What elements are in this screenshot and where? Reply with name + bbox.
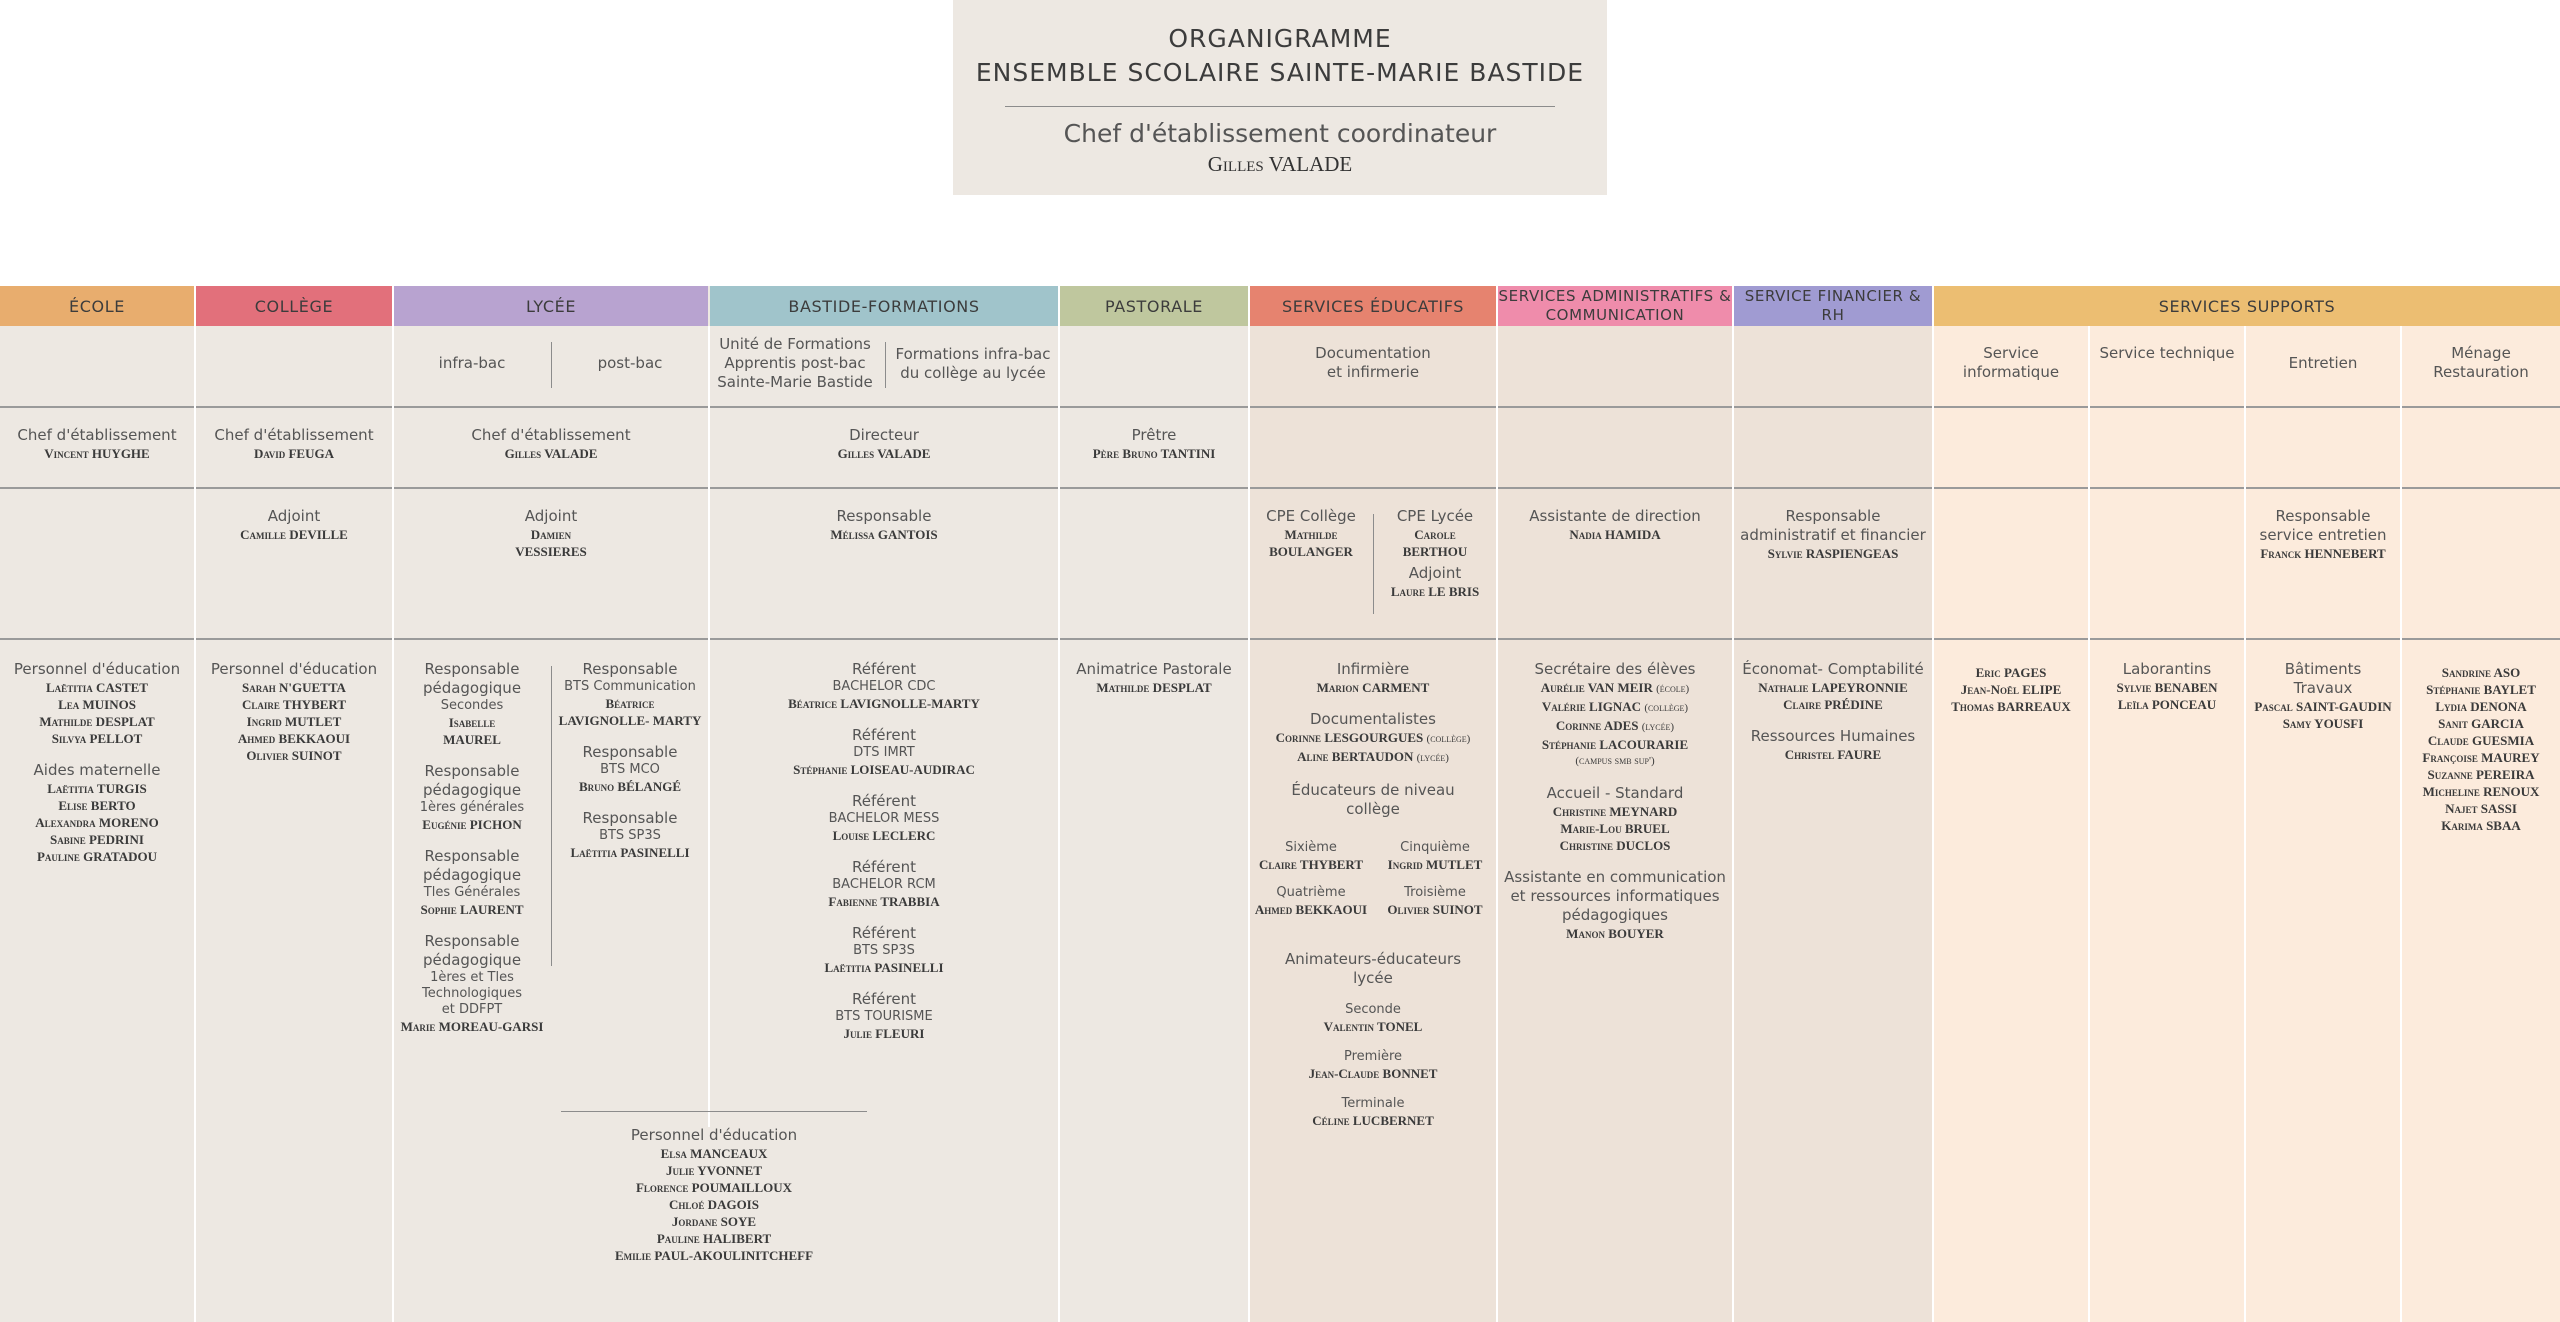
column-college <box>196 286 392 1322</box>
column-services-educatifs <box>1250 286 1496 1322</box>
row-divider <box>1934 638 2560 640</box>
admin-assistante-direction: Assistante de direction Nadia HAMIDA <box>1529 507 1701 542</box>
header-service-financier: SERVICE FINANCIER & RH <box>1734 286 1932 326</box>
educ-animateurs: Animateurs-éducateurs lycée Seconde Valentin TONEL Première Jean-Claude BONNET Terminale Céline LUCBERNET <box>1284 950 1462 1128</box>
pastorale-pretre: Prêtre Père Bruno TANTINI <box>1092 426 1216 461</box>
bastide-responsable: Responsable Mélissa GANTOIS <box>830 507 938 542</box>
educ-niveau-left: Sixième Claire THYBERT Quatrième Ahmed BEKKAOUI <box>1254 840 1368 917</box>
row-divider <box>1934 487 2560 489</box>
pastorale-animatrice: Animatrice Pastorale Mathilde DESPLAT <box>1076 660 1232 695</box>
support-informatique-staff: Eric PAGES Jean-Noël ELIPE Thomas BARREAUX <box>1951 665 2071 714</box>
row-divider <box>0 638 194 640</box>
column-services-supports <box>1934 286 2560 1322</box>
row-divider <box>394 638 1058 640</box>
column-ecole <box>0 286 194 1322</box>
column-service-financier <box>1734 286 1932 1322</box>
row-divider <box>0 487 194 489</box>
ecole-director: Chef d'établissement Vincent HUYGHE <box>17 426 177 461</box>
admin-staff: Secrétaire des élèves Aurélie VAN MEIR (école) Valérie LIGNAC (collège) Corinne ADES (lycée) Stéphanie LACOURARIE (campus smb sup') Accueil - Standard Christine MEYNARD Marie-Lou BRUEL Christine DUCLOS Assistante en communication et ressources informatiques pédagogiques Manon BOUYER <box>1504 660 1726 941</box>
cpe-lycee: CPE Lycée Carole BERTHOU Adjoint Laure LE BRIS <box>1390 507 1480 599</box>
shared-pe-divider <box>561 1111 867 1112</box>
lycee-infra-bac: infra-bac <box>438 354 506 372</box>
lycee-adjoint: Adjoint Damien VESSIERES <box>515 507 587 559</box>
college-director: Chef d'établissement David FEUGA <box>214 426 374 461</box>
header-bastide: BASTIDE-FORMATIONS <box>710 286 1058 326</box>
row-divider <box>1250 638 1496 640</box>
row-divider <box>196 406 392 408</box>
lycee-post-bac: post-bac <box>597 354 663 372</box>
header-pastorale: PASTORALE <box>1060 286 1248 326</box>
column-pastorale <box>1060 286 1248 1322</box>
row-divider <box>0 406 194 408</box>
row-divider <box>1498 487 1732 489</box>
subheader-divider <box>885 342 886 388</box>
row-divider <box>1734 487 1932 489</box>
lycee-post-bac-staff: Responsable BTS Communication Béatrice LAVIGNOLLE- MARTY Responsable BTS MCO Bruno BÉLANGÉ Responsable BTS SP3S Laëtitia PASINELLI <box>558 660 702 860</box>
header-lycee: LYCÉE <box>394 286 708 326</box>
row-divider <box>196 487 392 489</box>
educ-staff-top: Infirmière Marion CARMENT Documentalistes Corinne LESGOURGUES (collège) Aline BERTAUDON (lycée) Éducateurs de niveau collège <box>1275 660 1471 818</box>
header-ecole: ÉCOLE <box>0 286 194 326</box>
row-divider <box>1250 487 1496 489</box>
fin-responsable: Responsable administratif et financier Sylvie RASPIENGEAS <box>1740 507 1926 561</box>
title-line-2: ENSEMBLE SCOLAIRE SAINTE-MARIE BASTIDE <box>975 58 1585 87</box>
column-lycee-bastide <box>394 286 1058 1322</box>
educ-niveau-right: Cinquième Ingrid MUTLET Troisième Olivier SUINOT <box>1387 840 1483 917</box>
support-menage-header: Ménage Restauration <box>2433 344 2529 381</box>
row-divider <box>1060 487 1248 489</box>
header-services-supports: SERVICES SUPPORTS <box>1934 286 2560 326</box>
cpe-college: CPE Collège Mathilde BOULANGER <box>1266 507 1356 559</box>
row-divider <box>1498 638 1732 640</box>
title-role: Chef d'établissement coordinateur <box>1063 119 1497 148</box>
support-technique-header: Service technique <box>2099 344 2235 362</box>
college-staff: Personnel d'éducation Sarah N'GUETTA Claire THYBERT Ingrid MUTLET Ahmed BEKKAOUI Olivier SUINOT <box>210 660 378 763</box>
row-divider <box>394 406 1058 408</box>
bastide-referents: Référent BACHELOR CDC Béatrice LAVIGNOLLE-MARTY Référent DTS IMRT Stéphanie LOISEAU-AUDIRAC Référent BACHELOR MESS Louise LECLERC Référent BACHELOR RCM Fabienne TRABBIA Référent BTS SP3S Laëtitia PASINELLI Référent BTS TOURISME Julie FLEURI <box>788 660 980 1041</box>
title-divider <box>1005 106 1555 107</box>
row-divider <box>1734 638 1932 640</box>
column-separator <box>2088 326 2090 1322</box>
row-divider <box>196 638 392 640</box>
college-adjoint: Adjoint Camille DEVILLE <box>240 507 348 542</box>
support-entretien-header: Entretien <box>2288 354 2358 372</box>
bastide-director: Directeur Gilles VALADE <box>837 426 931 461</box>
support-entretien-staff: Bâtiments Travaux Pascal SAINT-GAUDIN Samy YOUSFI <box>2254 660 2392 731</box>
title-name: Gilles VALADE <box>1207 152 1353 176</box>
header-services-educatifs: SERVICES ÉDUCATIFS <box>1250 286 1496 326</box>
fin-staff: Économat- Comptabilité Nathalie LAPEYRONNIE Claire PRÉDINE Ressources Humaines Christel FAURE <box>1742 660 1924 762</box>
ecole-staff: Personnel d'éducation Laëtitia CASTET Lea MUINOS Mathilde DESPLAT Silvya PELLOT Aides maternelle Laëtitia TURGIS Elise BERTO Alexandra MORENO Sabine PEDRINI Pauline GRATADOU <box>13 660 181 864</box>
lycee-director: Chef d'établissement Gilles VALADE <box>471 426 631 461</box>
row-divider <box>1060 638 1248 640</box>
column-services-administratifs <box>1498 286 1732 1322</box>
header-college: COLLÈGE <box>196 286 392 326</box>
entretien-responsable: Responsable service entretien Franck HENNEBERT <box>2259 507 2387 561</box>
row-divider <box>1498 406 1732 408</box>
row-divider <box>394 487 1058 489</box>
shared-personnel-education: Personnel d'éducation Elsa MANCEAUX Julie YVONNET Florence POUMAILLOUX Chloé DAGOIS Jordane SOYE Pauline HALIBERT Emilie PAUL-AKOULINITCHEFF <box>614 1126 814 1263</box>
bastide-ufa: Unité de Formations Apprentis post-bac Sainte-Marie Bastide <box>717 335 873 391</box>
row-divider <box>1060 406 1248 408</box>
support-menage-staff: Sandrine ASO Stéphanie BAYLET Lydia DENONA Sanit GARCIA Claude GUESMIA Françoise MAUREY Suzanne PEREIRA Micheline RENOUX Najet SASSI Karima SBAA <box>2422 665 2540 833</box>
row-divider <box>1250 406 1496 408</box>
row-divider <box>1734 406 1932 408</box>
lycee-infra-bac-staff: Responsable pédagogique Secondes Isabelle MAUREL Responsable pédagogique 1ères générales Eugénie PICHON Responsable pédagogique Tles Générales Sophie LAURENT Responsable pédagogique 1ères et Tles Technologiques et DDFPT Marie MOREAU-GARSI <box>400 660 544 1034</box>
header-services-administratifs: SERVICES ADMINISTRATIFS & COMMUNICATION <box>1498 287 1732 324</box>
row-divider <box>1934 406 2560 408</box>
bastide-infra-bac: Formations infra-bac du collège au lycée <box>895 345 1051 382</box>
title-line-1: ORGANIGRAMME <box>1168 24 1392 53</box>
support-informatique-header: Service informatique <box>1962 344 2060 381</box>
column-separator <box>2244 326 2246 1322</box>
title-box <box>953 0 1607 195</box>
support-technique-staff: Laborantins Sylvie BENABEN Leïla PONCEAU <box>2116 660 2218 712</box>
educ-subheader: Documentation et infirmerie <box>1315 344 1431 381</box>
